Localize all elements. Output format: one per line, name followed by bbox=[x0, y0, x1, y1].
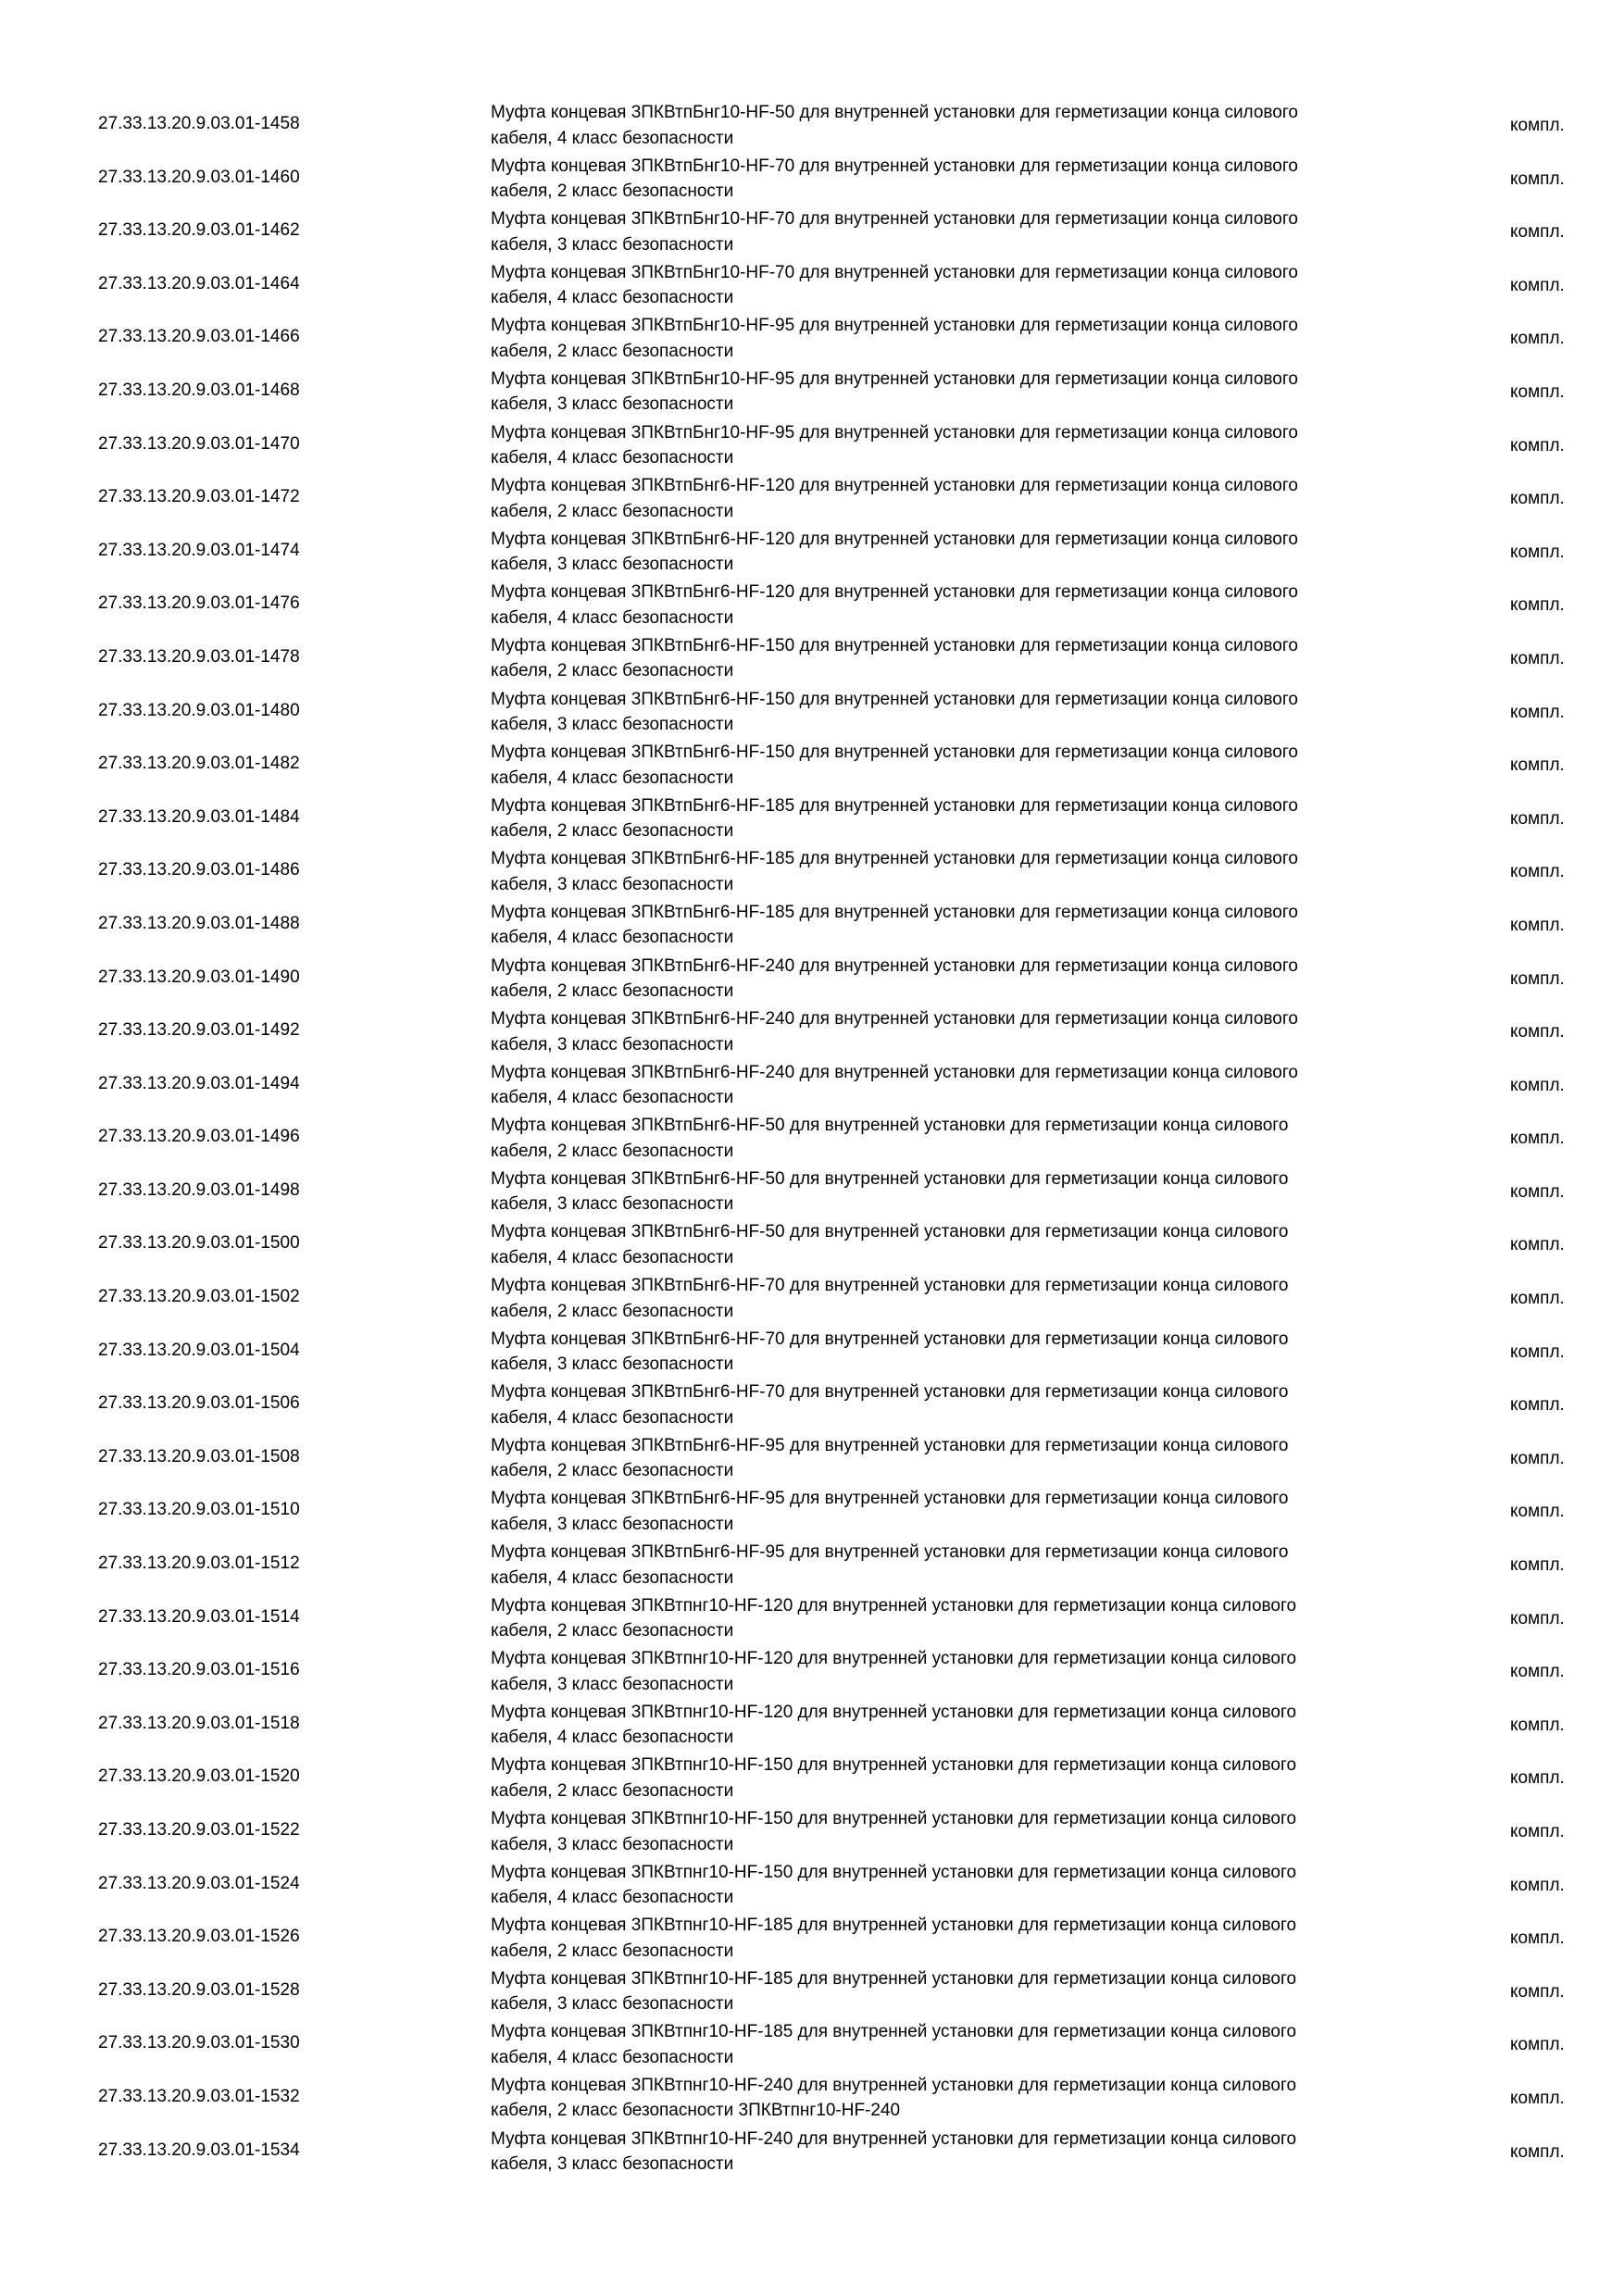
table-row bbox=[0, 1540, 1624, 1593]
item-description-line-1: Муфта концевая 3ПКВтпБнг10-HF-50 для внутренней установки для герметизации конца силового bbox=[491, 103, 1298, 122]
table-row bbox=[0, 1273, 1624, 1327]
item-description-line-2: кабеля, 2 класс безопасности bbox=[491, 181, 734, 202]
item-description-line-1: Муфта концевая 3ПКВтпБнг10-HF-70 для внутренней установки для герметизации конца силового bbox=[491, 156, 1298, 176]
item-unit: компл. bbox=[1510, 222, 1565, 243]
item-description-line-1: Муфта концевая 3ПКВтпБнг6-HF-95 для внутренней установки для герметизации конца силового bbox=[491, 1489, 1289, 1509]
item-table bbox=[0, 100, 1624, 2179]
item-code: 27.33.13.20.9.03.01-1518 bbox=[98, 1713, 300, 1733]
item-description bbox=[491, 1219, 1435, 1270]
item-unit: компл. bbox=[1510, 381, 1565, 402]
item-unit: компл. bbox=[1510, 1768, 1565, 1789]
item-code: 27.33.13.20.9.03.01-1524 bbox=[98, 1873, 300, 1893]
table-row bbox=[0, 100, 1624, 154]
item-unit: компл. bbox=[1510, 1875, 1565, 1895]
item-description bbox=[491, 900, 1435, 951]
item-code: 27.33.13.20.9.03.01-1476 bbox=[98, 593, 300, 614]
item-description bbox=[491, 473, 1435, 524]
item-code: 27.33.13.20.9.03.01-1494 bbox=[98, 1073, 300, 1093]
item-description-line-1: Муфта концевая 3ПКВтпБнг6-HF-240 для внутренней установки для герметизации конца силового bbox=[491, 1062, 1298, 1082]
item-description bbox=[491, 1860, 1435, 1911]
item-description bbox=[491, 1540, 1435, 1591]
item-unit: компл. bbox=[1510, 1022, 1565, 1042]
item-description-line-2: кабеля, 2 класс безопасности bbox=[491, 1461, 734, 1481]
item-description-line-1: Муфта концевая 3ПКВтпБнг6-HF-150 для внутренней установки для герметизации конца силового bbox=[491, 742, 1298, 763]
item-description-line-2: кабеля, 2 класс безопасности bbox=[491, 341, 734, 361]
item-description-line-2: кабеля, 4 класс безопасности bbox=[491, 1567, 734, 1588]
item-description-line-2: кабеля, 3 класс безопасности bbox=[491, 234, 734, 255]
item-unit: компл. bbox=[1510, 968, 1565, 989]
item-unit: компл. bbox=[1510, 1502, 1565, 1522]
item-description-line-2: кабеля, 4 класс безопасности bbox=[491, 288, 734, 308]
item-description-line-2: кабеля, 2 класс безопасности bbox=[491, 981, 734, 1001]
item-description bbox=[491, 260, 1435, 311]
item-description-line-2: кабеля, 2 класс безопасности bbox=[491, 1141, 734, 1161]
item-unit: компл. bbox=[1510, 489, 1565, 509]
item-description-line-2: кабеля, 3 класс безопасности bbox=[491, 1194, 734, 1215]
item-description-line-2: кабеля, 4 класс безопасности bbox=[491, 607, 734, 628]
item-code: 27.33.13.20.9.03.01-1470 bbox=[98, 433, 300, 454]
table-row bbox=[0, 1593, 1624, 1647]
item-description-line-2: кабеля, 4 класс безопасности bbox=[491, 1088, 734, 1108]
item-description-line-1: Муфта концевая 3ПКВтпнг10-HF-240 для внутренней установки для герметизации конца силового bbox=[491, 2128, 1297, 2149]
item-unit: компл. bbox=[1510, 1341, 1565, 1362]
item-description bbox=[491, 367, 1435, 418]
item-description bbox=[491, 100, 1435, 151]
item-unit: компл. bbox=[1510, 1075, 1565, 1095]
item-description-line-2: кабеля, 4 класс безопасности bbox=[491, 128, 734, 148]
item-code: 27.33.13.20.9.03.01-1522 bbox=[98, 1820, 300, 1840]
item-description-line-2: кабеля, 3 класс безопасности bbox=[491, 555, 734, 575]
table-row bbox=[0, 1753, 1624, 1806]
item-description-line-1: Муфта концевая 3ПКВтпнг10-HF-120 для внутренней установки для герметизации конца силового bbox=[491, 1595, 1297, 1616]
item-description bbox=[491, 527, 1435, 578]
item-code: 27.33.13.20.9.03.01-1462 bbox=[98, 220, 300, 241]
item-unit: компл. bbox=[1510, 168, 1565, 189]
item-unit: компл. bbox=[1510, 755, 1565, 776]
item-code: 27.33.13.20.9.03.01-1498 bbox=[98, 1179, 300, 1200]
item-description-line-2: кабеля, 3 класс безопасности bbox=[491, 2154, 734, 2175]
item-description-line-1: Муфта концевая 3ПКВтпБнг6-HF-70 для внутренней установки для герметизации конца силового bbox=[491, 1329, 1289, 1349]
table-row bbox=[0, 633, 1624, 687]
table-row bbox=[0, 954, 1624, 1007]
item-description bbox=[491, 206, 1435, 257]
item-description-line-1: Муфта концевая 3ПКВтпБнг10-HF-95 для внутренней установки для герметизации конца силового bbox=[491, 316, 1298, 336]
table-row bbox=[0, 2073, 1624, 2127]
item-description bbox=[491, 954, 1435, 1004]
item-unit: компл. bbox=[1510, 1928, 1565, 1949]
item-description-line-2: кабеля, 3 класс безопасности bbox=[491, 1354, 734, 1375]
item-description-line-1: Муфта концевая 3ПКВтпБнг6-HF-120 для внутренней установки для герметизации конца силового bbox=[491, 582, 1298, 603]
table-row bbox=[0, 1700, 1624, 1753]
item-description-line-2: кабеля, 2 класс безопасности bbox=[491, 1940, 734, 1961]
item-description bbox=[491, 1753, 1435, 1803]
item-description bbox=[491, 2127, 1435, 2177]
item-description bbox=[491, 1486, 1435, 1537]
item-unit: компл. bbox=[1510, 1662, 1565, 1682]
item-description-line-1: Муфта концевая 3ПКВтпБнг10-HF-70 для внутренней установки для герметизации конца силового bbox=[491, 209, 1298, 230]
table-row bbox=[0, 1966, 1624, 2020]
item-description-line-1: Муфта концевая 3ПКВтпнг10-HF-120 для внутренней установки для герметизации конца силового bbox=[491, 1649, 1297, 1669]
table-row bbox=[0, 687, 1624, 741]
item-description bbox=[491, 1646, 1435, 1697]
item-code: 27.33.13.20.9.03.01-1508 bbox=[98, 1446, 300, 1466]
item-description-line-2: кабеля, 4 класс безопасности bbox=[491, 928, 734, 948]
item-description-line-2: кабеля, 4 класс безопасности bbox=[491, 1888, 734, 1908]
item-description bbox=[491, 1273, 1435, 1324]
item-unit: компл. bbox=[1510, 915, 1565, 935]
item-description-line-1: Муфта концевая 3ПКВтпБнг6-HF-185 для внутренней установки для герметизации конца силового bbox=[491, 902, 1298, 922]
item-description-line-1: Муфта концевая 3ПКВтпнг10-HF-150 для внутренней установки для герметизации конца силового bbox=[491, 1862, 1297, 1882]
item-description-line-1: Муфта концевая 3ПКВтпБнг6-HF-50 для внутренней установки для герметизации конца силового bbox=[491, 1168, 1289, 1189]
item-code: 27.33.13.20.9.03.01-1502 bbox=[98, 1287, 300, 1307]
item-description bbox=[491, 420, 1435, 471]
item-description bbox=[491, 1806, 1435, 1857]
item-unit: компл. bbox=[1510, 2035, 1565, 2055]
item-description-line-1: Муфта концевая 3ПКВтпБнг10-HF-95 для внутренней установки для герметизации конца силового bbox=[491, 368, 1298, 389]
item-description-line-1: Муфта концевая 3ПКВтпнг10-HF-150 для внутренней установки для герметизации конца силового bbox=[491, 1809, 1297, 1828]
item-unit: компл. bbox=[1510, 329, 1565, 349]
item-description bbox=[491, 687, 1435, 738]
item-unit: компл. bbox=[1510, 648, 1565, 668]
item-description-line-1: Муфта концевая 3ПКВтпБнг6-HF-240 для внутренней установки для герметизации конца силового bbox=[491, 1009, 1298, 1029]
item-unit: компл. bbox=[1510, 808, 1565, 829]
item-code: 27.33.13.20.9.03.01-1516 bbox=[98, 1660, 300, 1680]
item-unit: компл. bbox=[1510, 2141, 1565, 2162]
table-row bbox=[0, 2019, 1624, 2073]
item-description-line-2: кабеля, 2 класс безопасности bbox=[491, 1780, 734, 1801]
item-description-line-2: кабеля, 2 класс безопасности bbox=[491, 1621, 734, 1641]
item-code: 27.33.13.20.9.03.01-1534 bbox=[98, 2140, 300, 2160]
table-row bbox=[0, 846, 1624, 900]
item-unit: компл. bbox=[1510, 595, 1565, 616]
item-description bbox=[491, 1060, 1435, 1111]
item-description bbox=[491, 1006, 1435, 1057]
item-code: 27.33.13.20.9.03.01-1484 bbox=[98, 806, 300, 827]
item-description-line-1: Муфта концевая 3ПКВтпнг10-HF-120 для внутренней установки для герметизации конца силового bbox=[491, 1702, 1297, 1722]
item-unit: компл. bbox=[1510, 1289, 1565, 1309]
item-unit: компл. bbox=[1510, 1555, 1565, 1576]
item-code: 27.33.13.20.9.03.01-1464 bbox=[98, 273, 300, 293]
item-unit: компл. bbox=[1510, 1395, 1565, 1416]
item-description bbox=[491, 313, 1435, 364]
item-description bbox=[491, 740, 1435, 791]
table-row bbox=[0, 740, 1624, 793]
table-row bbox=[0, 1806, 1624, 1860]
item-description bbox=[491, 846, 1435, 897]
item-code: 27.33.13.20.9.03.01-1466 bbox=[98, 327, 300, 347]
item-description-line-1: Муфта концевая 3ПКВтпнг10-HF-185 для внутренней установки для герметизации конца силового bbox=[491, 2022, 1297, 2042]
item-code: 27.33.13.20.9.03.01-1530 bbox=[98, 2033, 300, 2053]
item-description bbox=[491, 1433, 1435, 1484]
item-code: 27.33.13.20.9.03.01-1504 bbox=[98, 1340, 300, 1360]
table-row bbox=[0, 527, 1624, 580]
item-code: 27.33.13.20.9.03.01-1492 bbox=[98, 1020, 300, 1041]
item-code: 27.33.13.20.9.03.01-1480 bbox=[98, 700, 300, 720]
table-row bbox=[0, 2127, 1624, 2180]
item-description-line-2: кабеля, 4 класс безопасности bbox=[491, 1247, 734, 1267]
item-code: 27.33.13.20.9.03.01-1514 bbox=[98, 1606, 300, 1627]
item-unit: компл. bbox=[1510, 116, 1565, 135]
item-code: 27.33.13.20.9.03.01-1532 bbox=[98, 2086, 300, 2106]
item-code: 27.33.13.20.9.03.01-1472 bbox=[98, 487, 300, 507]
item-description-line-1: Муфта концевая 3ПКВтпБнг6-HF-150 для внутренней установки для герметизации конца силового bbox=[491, 635, 1298, 655]
table-row bbox=[0, 1327, 1624, 1380]
item-description-line-2: кабеля, 3 класс безопасности bbox=[491, 874, 734, 894]
table-row bbox=[0, 1219, 1624, 1273]
item-code: 27.33.13.20.9.03.01-1520 bbox=[98, 1766, 300, 1787]
item-description-line-2: кабеля, 4 класс безопасности bbox=[491, 448, 734, 468]
item-description-line-2: кабеля, 2 класс безопасности 3ПКВтпнг10-HF-240 bbox=[491, 2101, 901, 2121]
item-description bbox=[491, 580, 1435, 630]
table-row bbox=[0, 580, 1624, 633]
item-description-line-1: Муфта концевая 3ПКВтпБнг6-HF-95 для внутренней установки для герметизации конца силового bbox=[491, 1435, 1289, 1455]
table-row bbox=[0, 367, 1624, 420]
item-code: 27.33.13.20.9.03.01-1474 bbox=[98, 540, 300, 560]
item-description-line-2: кабеля, 2 класс безопасности bbox=[491, 821, 734, 842]
item-description-line-1: Муфта концевая 3ПКВтпБнг6-HF-185 для внутренней установки для герметизации конца силового bbox=[491, 795, 1298, 816]
item-description-line-2: кабеля, 4 класс безопасности bbox=[491, 767, 734, 788]
item-unit: компл. bbox=[1510, 542, 1565, 562]
table-row bbox=[0, 1860, 1624, 1914]
item-description-line-1: Муфта концевая 3ПКВтпнг10-HF-185 для внутренней установки для герметизации конца силового bbox=[491, 1915, 1297, 1936]
item-description-line-2: кабеля, 3 класс безопасности bbox=[491, 1034, 734, 1054]
item-description-line-1: Муфта концевая 3ПКВтпБнг6-HF-240 для внутренней установки для герметизации конца силового bbox=[491, 955, 1298, 976]
table-row bbox=[0, 793, 1624, 847]
item-unit: компл. bbox=[1510, 435, 1565, 455]
table-row bbox=[0, 1379, 1624, 1433]
table-row bbox=[0, 1646, 1624, 1700]
item-description-line-2: кабеля, 3 класс безопасности bbox=[491, 1674, 734, 1694]
item-description bbox=[491, 2019, 1435, 2070]
item-code: 27.33.13.20.9.03.01-1482 bbox=[98, 754, 300, 774]
item-description-line-1: Муфта концевая 3ПКВтпБнг10-HF-95 для внутренней установки для герметизации конца силового bbox=[491, 422, 1298, 443]
item-description-line-1: Муфта концевая 3ПКВтпБнг6-HF-150 для внутренней установки для герметизации конца силового bbox=[491, 689, 1298, 709]
item-unit: компл. bbox=[1510, 702, 1565, 722]
item-unit: компл. bbox=[1510, 2088, 1565, 2108]
item-code: 27.33.13.20.9.03.01-1512 bbox=[98, 1554, 300, 1574]
item-description bbox=[491, 1327, 1435, 1378]
item-description bbox=[491, 1167, 1435, 1217]
item-code: 27.33.13.20.9.03.01-1526 bbox=[98, 1927, 300, 1947]
item-unit: компл. bbox=[1510, 1715, 1565, 1735]
table-row bbox=[0, 313, 1624, 367]
table-row bbox=[0, 1113, 1624, 1167]
item-code: 27.33.13.20.9.03.01-1460 bbox=[98, 167, 300, 187]
item-description-line-1: Муфта концевая 3ПКВтпБнг6-HF-185 для внутренней установки для герметизации конца силового bbox=[491, 849, 1298, 869]
item-code: 27.33.13.20.9.03.01-1490 bbox=[98, 967, 300, 987]
item-description-line-2: кабеля, 4 класс безопасности bbox=[491, 1407, 734, 1428]
table-row bbox=[0, 154, 1624, 207]
table-row bbox=[0, 900, 1624, 954]
item-code: 27.33.13.20.9.03.01-1496 bbox=[98, 1127, 300, 1147]
item-code: 27.33.13.20.9.03.01-1488 bbox=[98, 913, 300, 933]
item-code: 27.33.13.20.9.03.01-1510 bbox=[98, 1500, 300, 1520]
item-description bbox=[491, 1966, 1435, 2017]
item-unit: компл. bbox=[1510, 1235, 1565, 1255]
item-unit: компл. bbox=[1510, 1129, 1565, 1149]
item-description-line-2: кабеля, 3 класс безопасности bbox=[491, 715, 734, 735]
item-description bbox=[491, 633, 1435, 684]
item-description bbox=[491, 1379, 1435, 1430]
table-row bbox=[0, 206, 1624, 260]
item-code: 27.33.13.20.9.03.01-1528 bbox=[98, 1979, 300, 2000]
item-code: 27.33.13.20.9.03.01-1468 bbox=[98, 380, 300, 400]
item-unit: компл. bbox=[1510, 1822, 1565, 1841]
item-unit: компл. bbox=[1510, 1981, 1565, 2002]
item-description-line-2: кабеля, 4 класс безопасности bbox=[491, 2047, 734, 2067]
item-description bbox=[491, 1593, 1435, 1644]
table-row bbox=[0, 473, 1624, 527]
item-code: 27.33.13.20.9.03.01-1506 bbox=[98, 1393, 300, 1414]
table-row bbox=[0, 1433, 1624, 1487]
item-description bbox=[491, 1700, 1435, 1751]
item-unit: компл. bbox=[1510, 1181, 1565, 1202]
item-description-line-2: кабеля, 3 класс безопасности bbox=[491, 1514, 734, 1534]
item-description-line-2: кабеля, 2 класс безопасности bbox=[491, 501, 734, 521]
item-description-line-2: кабеля, 2 класс безопасности bbox=[491, 661, 734, 681]
item-code: 27.33.13.20.9.03.01-1500 bbox=[98, 1233, 300, 1254]
item-unit: компл. bbox=[1510, 1448, 1565, 1468]
item-unit: компл. bbox=[1510, 1608, 1565, 1628]
table-row bbox=[0, 1913, 1624, 1966]
item-description-line-1: Муфта концевая 3ПКВтпБнг6-HF-70 для внутренней установки для герметизации конца силового bbox=[491, 1276, 1289, 1296]
item-description-line-1: Муфта концевая 3ПКВтпБнг6-HF-70 для внутренней установки для герметизации конца силового bbox=[491, 1382, 1289, 1403]
item-description-line-1: Муфта концевая 3ПКВтпнг10-HF-185 для внутренней установки для герметизации конца силового bbox=[491, 1968, 1297, 1989]
item-description bbox=[491, 154, 1435, 205]
item-description bbox=[491, 1913, 1435, 1964]
item-description-line-1: Муфта концевая 3ПКВтпнг10-HF-240 для внутренней установки для герметизации конца силового bbox=[491, 2075, 1297, 2095]
item-description-line-1: Муфта концевая 3ПКВтпБнг6-HF-120 для внутренней установки для герметизации конца силового bbox=[491, 476, 1298, 496]
item-description-line-1: Муфта концевая 3ПКВтпБнг10-HF-70 для внутренней установки для герметизации конца силового bbox=[491, 262, 1298, 282]
item-unit: компл. bbox=[1510, 275, 1565, 295]
item-description-line-2: кабеля, 3 класс безопасности bbox=[491, 394, 734, 415]
item-description-line-1: Муфта концевая 3ПКВтпБнг6-HF-50 для внутренней установки для герметизации конца силового bbox=[491, 1116, 1289, 1136]
table-row bbox=[0, 1167, 1624, 1220]
table-row bbox=[0, 260, 1624, 314]
item-description-line-2: кабеля, 2 класс безопасности bbox=[491, 1301, 734, 1321]
item-description-line-1: Муфта концевая 3ПКВтпБнг6-HF-50 для внутренней установки для герметизации конца силового bbox=[491, 1222, 1289, 1242]
item-description bbox=[491, 1113, 1435, 1164]
table-row bbox=[0, 1006, 1624, 1060]
table-row bbox=[0, 1486, 1624, 1540]
item-code: 27.33.13.20.9.03.01-1458 bbox=[98, 114, 300, 133]
item-code: 27.33.13.20.9.03.01-1486 bbox=[98, 860, 300, 880]
item-description bbox=[491, 2073, 1435, 2124]
item-description-line-2: кабеля, 3 класс безопасности bbox=[491, 1994, 734, 2015]
item-code: 27.33.13.20.9.03.01-1478 bbox=[98, 646, 300, 667]
item-description-line-1: Муфта концевая 3ПКВтпБнг6-HF-120 для внутренней установки для герметизации конца силового bbox=[491, 529, 1298, 549]
item-description bbox=[491, 793, 1435, 844]
table-row bbox=[0, 1060, 1624, 1114]
item-description-line-2: кабеля, 4 класс безопасности bbox=[491, 1728, 734, 1748]
item-unit: компл. bbox=[1510, 862, 1565, 882]
item-description-line-2: кабеля, 3 класс безопасности bbox=[491, 1834, 734, 1854]
item-description-line-1: Муфта концевая 3ПКВтпнг10-HF-150 для внутренней установки для герметизации конца силового bbox=[491, 1755, 1297, 1776]
item-description-line-1: Муфта концевая 3ПКВтпБнг6-HF-95 для внутренней установки для герметизации конца силового bbox=[491, 1542, 1289, 1563]
table-row bbox=[0, 420, 1624, 474]
